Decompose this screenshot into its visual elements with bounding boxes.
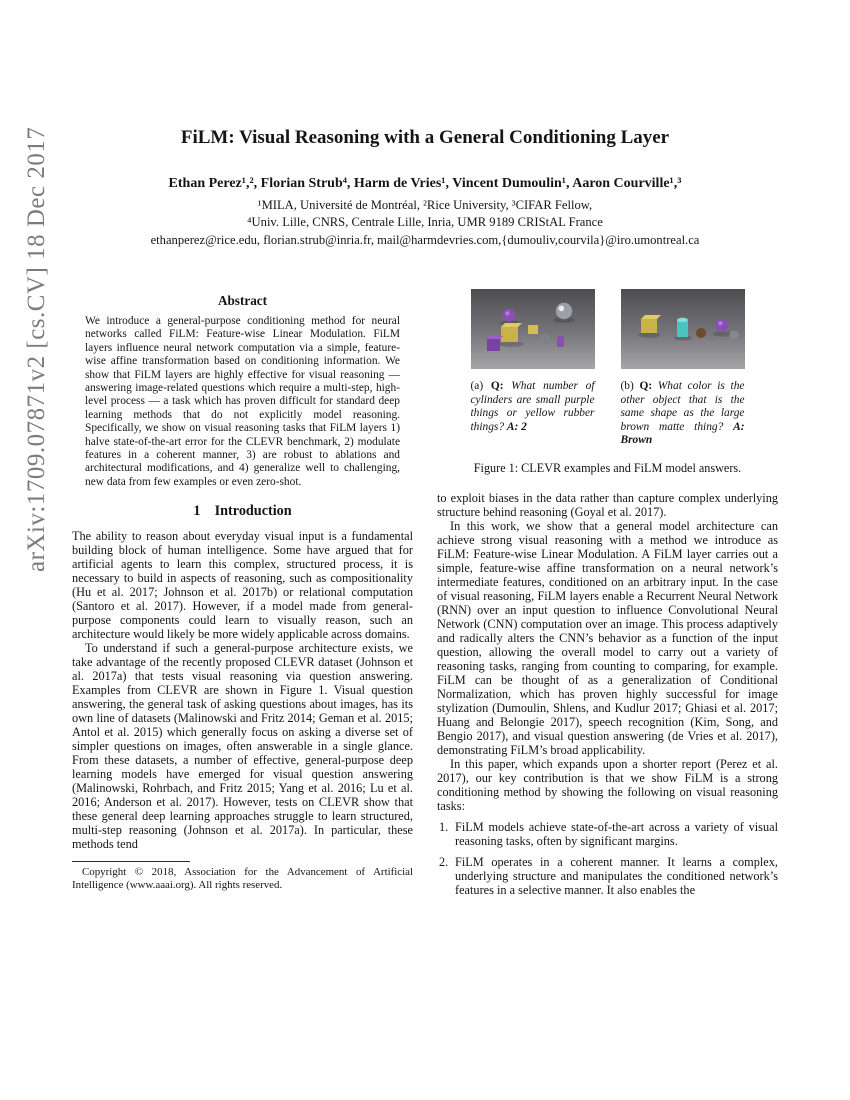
contribution-item-1-number: 1. [439,819,449,834]
figure-1a-caption: (a) Q: What number of cylinders are small purple things or yellow rubber things? A: 2 [470,380,595,433]
figure-1 [437,289,778,476]
left-column [72,293,413,891]
abstract-text: We introduce a general-purpose conditioning method for neural networks called FiLM: Feature-wise Linear Modulation. FiLM layers influence neural network computation via a simple, feature-wise affine transformation based on conditioning information. We show that FiLM layers are highly effective for visual reasoning — answering image-related questions which require a multi-step, high-level process — a task which has proven difficult for standard deep learning methods that do not explicitly model reasoning. Specifically, we show on visual reasoning tasks that FiLM layers 1) halve state-of-the-art error for the CLEVR benchmark, 2) modulate features in a coherent manner, 3) are robust to ablations and architectural modifications, and 4) generalize well to challenging, new data from few examples or even zero-shot. [85,315,400,488]
footnote-divider [72,861,190,862]
section-1-heading: 1 Introduction [193,503,292,520]
contribution-item-1 [437,820,778,848]
intro-paragraph-1: The ability to reason about everyday visual input is a fundamental building block of human intelligence. Some have argued that for artificial agents to learn this complex, structured process, it is necessary to build in aspects of reasoning, such as compositionality (Hu et al. 2017; Johnson et al. 2017b) or relational computation (Santoro et al. 2017). However, if a model made from general-purpose components could learn to visually reason, such an architecture would likely be more widely applicable across domains. [72,529,413,642]
figure-1a-clevr-image [471,289,595,369]
figure-1-main-caption: Figure 1: CLEVR examples and FiLM model answers. [473,460,742,475]
copyright-footnote: Copyright © 2018, Association for the Advancement of Artificial Intelligence (www.aaai.org). All rights reserved. [72,866,413,891]
right-paragraph-1: to exploit biases in the data rather than capture complex underlying structure behind reasoning (Goyal et al. 2017). [437,490,778,519]
right-paragraph-3: In this paper, which expands upon a shorter report (Perez et al. 2017), our key contribution is that we show FiLM is a strong conditioning method by showing the following on visual reasoning tasks: [437,756,778,813]
affiliation-line-1: ¹MILA, Université de Montréal, ²Rice University, ³CIFAR Fellow, [257,198,593,212]
contribution-item-1-text: FiLM models achieve state-of-the-art across a variety of visual reasoning tasks, often by significant margins. [455,819,778,848]
authors-line: Ethan Perez¹,², Florian Strub⁴, Harm de Vries¹, Vincent Dumoulin¹, Aaron Courville¹,³ [168,176,682,191]
contribution-item-2-text: FiLM operates in a coherent manner. It learns a complex, underlying structure and manipulates the conditioned network’s features in a selective manner. It also enables the [455,854,778,897]
paper-header [0,127,850,248]
emails-line: ethanperez@rice.edu, florian.strub@inria.fr, mail@harmdevries.com,{dumouliv,courvila}@iro.umontreal.ca [150,233,700,247]
abstract-heading: Abstract [217,293,268,308]
contribution-item-2-number: 2. [439,854,449,869]
right-column [437,289,778,897]
figure-1-images-row [437,289,778,448]
figure-1b-clevr-image [621,289,745,369]
right-paragraph-2: In this work, we show that a general model architecture can achieve strong visual reasoning with a method we introduce as FiLM: Feature-wise Linear Modulation. A FiLM layer carries out a simple, feature-wise affine transformation on a neural network’s intermediate features, conditioned on an arbitrary input. In the case of visual reasoning, FiLM layers enable a Recurrent Neural Network (RNN) over an input question to influence Convolutional Neural Network (CNN) computation over an image. This process adaptively and radically alters the CNN’s behavior as a function of the input question, allowing the overall model to carry out a variety of reasoning tasks, ranging from counting to comparing, for example. FiLM can be thought of as a generalization of Conditional Normalization, which has proven highly successful for image stylization (Dumoulin, Shlens, and Kudlur 2017; Ghiasi et al. 2017; Huang and Belongie 2017), speech recognition (Kim, Song, and Bengio 2017), and visual question answering (de Vries et al. 2017), demonstrating FiLM’s broad applicability. [437,518,778,757]
contribution-item-2 [437,855,778,897]
footnote-block [72,861,413,891]
affiliation-line-2: ⁴Univ. Lille, CNRS, Centrale Lille, Inria, UMR 9189 CRIStAL France [247,215,603,229]
pdf-page: arXiv:1709.07871v2 [cs.CV] 18 Dec 2017 FiLM: Visual Reasoning with a General Conditioning Layer Ethan Perez¹,², Florian Strub⁴, Harm de Vries¹, Vincent Dumoulin¹, Aaron Courville¹,³ ¹MILA, Université de Montréal, ²Rice University, ³CIFAR Fellow, ⁴Univ. Lille, CNRS, Centrale Lille, Inria, UMR 9189 CRIStAL France ethanperez@rice.edu, florian.strub@inria.fr, mail@harmdevries.com,{dumouliv,courvila}@iro.umontreal.ca Abstract We introduce a general-purpose conditioning method for neural networks called FiLM: Feature-wise Linear Modulation. FiLM layers influence neural network computation via a simple, feature-wise affine transformation based on conditioning information. We show that FiLM layers are highly effective for visual reasoning — answering image-related questions which require a multi-step, high-level process — a task which has proven difficult for standard deep learning methods that do not explicitly model reasoning. Specifically, we show on visual reasoning tasks that FiLM layers 1) halve state-of-the-art error for the CLEVR benchmark, 2) modulate features in a coherent manner, 3) are robust to ablations and architectural modifications, and 4) generalize well to challenging, new data from few examples or even zero-shot. 1 Introduction The ability to reason about everyday visual input is a fundamental building block of human intelligence. Some have argued that for artificial agents to learn this complex, structured process, it is necessary to build in aspects of reasoning, such as compositionality (Hu et al. 2017; Johnson et al. 2017b) or relational computation (Santoro et al. 2017). However, if a model made from general-purpose components could learn to visually reason, such an architecture would likely be more widely applicable across domains. To understand if such a general-purpose architecture exists, we take advantage of the recently proposed CLEVR dataset (Johnson et al. 2017a) that tests visual reasoning via question answering. Examples from CLEVR are shown in Figure 1. Visual question answering, the general task of asking questions about images, has its own line of datasets (Malinowski and Fritz 2014; Geman et al. 2015; Antol et al. 2015) which generally focus on asking a diverse set of simpler questions on images, often answerable in a single glance. From these datasets, a number of effective, general-purpose deep learning models have emerged for visual question answering (Malinowski, Rohrbach, and Fritz 2015; Yang et al. 2016; Lu et al. 2016; Anderson et al. 2017). However, tests on CLEVR show that these general deep learning approaches struggle to learn structured, multi-step reasoning (Johnson et al. 2017a). In particular, these methods tend Copyright © 2018, Association for the Advancement of Artificial Intelligence (www.aaai.org). All rights reserved. (a) Q: What number of cylinders are small purple things or yellow rubber things? A: 2 (b) Q: What color is the other object that is the same shape as the large brown matte thing? A: Brown Figure 1: CLEVR examples and FiLM model answers. to exploit biases in the data rather than capture complex underlying structure behind reasoning (Goyal et al. 2017). In this work, we show that a general model architecture can achieve strong visual reasoning with a method we introduce as FiLM: Feature-wise Linear Modulation. A FiLM layer carries out a simple, feature-wise affine transformation on a neural network’s intermediate features, conditioned on an arbitrary input. In the case of visual reasoning, FiLM layers enable a Recurrent Neural Network (RNN) over an input question to influence Convolutional Neural Network (CNN) computation over an image. This process adaptively and radically alters the CNN’s behavior as a function of the input question, allowing the overall model to carry out a variety of reasoning tasks, ranging from counting to comparing, for example. FiLM can be thought of as a generalization of Conditional Normalization, which has proven highly successful for image stylization (Dumoulin, Shlens, and Kudlur 2017; Ghiasi et al. 2017; Huang and Belongie 2017), speech recognition (Kim, Song, and Bengio 2017), and visual question answering (de Vries et al. 2017), demonstrating FiLM’s broad applicability. In this paper, which expands upon a shorter report (Perez et al. 2017), our key contribution is that we show FiLM is a strong conditioning method by showing the following on visual reasoning tasks: 1. FiLM models achieve state-of-the-art across a variety of visual reasoning tasks, often by significant margins. 2. FiLM operates in a coherent manner. It learns a complex, underlying structure and manipulates the conditioned network’s features in a selective manner. It also enables the [0,0,850,1100]
paper-title: FiLM: Visual Reasoning with a General Conditioning Layer [180,127,670,148]
contribution-list [437,820,778,897]
figure-1a [471,289,595,448]
figure-1b [621,289,745,448]
intro-paragraph-2: To understand if such a general-purpose architecture exists, we take advantage of the recently proposed CLEVR dataset (Johnson et al. 2017a) that tests visual reasoning via question answering. Examples from CLEVR are shown in Figure 1. Visual question answering, the general task of asking questions about images, has its own line of datasets (Malinowski and Fritz 2014; Geman et al. 2015; Antol et al. 2015) which generally focus on asking a diverse set of simpler questions on images, often answerable in a single glance. From these datasets, a number of effective, general-purpose deep learning models have emerged for visual question answering (Malinowski, Rohrbach, and Fritz 2015; Yang et al. 2016; Lu et al. 2016; Anderson et al. 2017). However, tests on CLEVR show that these general deep learning approaches struggle to learn structured, multi-step reasoning (Johnson et al. 2017a). In particular, these methods tend [72,641,413,852]
figure-1b-caption: (b) Q: What color is the other object that is the same shape as the large brown matte thing? A: Brown [620,380,745,447]
